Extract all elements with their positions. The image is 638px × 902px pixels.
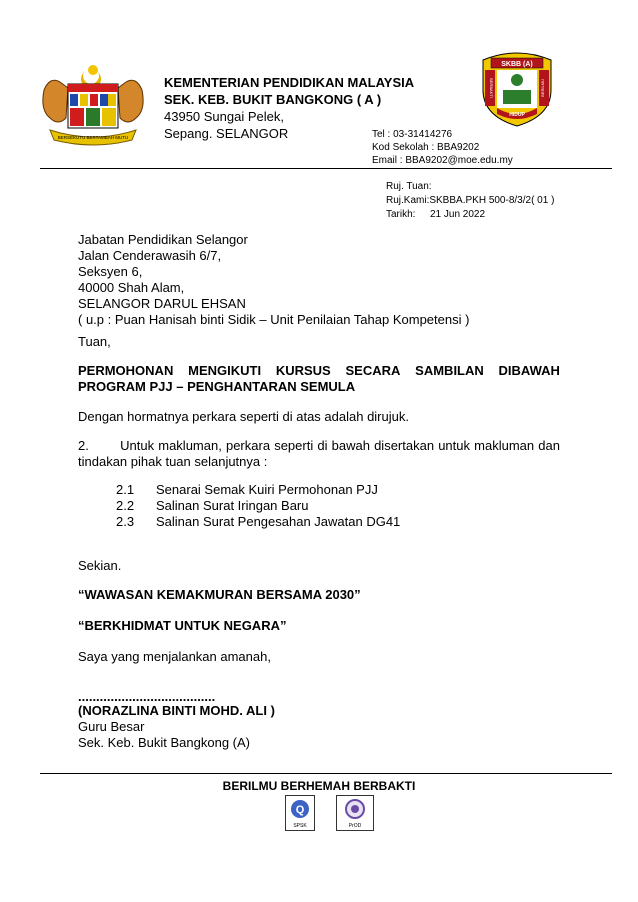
coat-of-arms-logo: [40, 62, 146, 150]
subject-word: KURSUS: [275, 363, 331, 378]
school-name: SEK. KEB. BUKIT BANGKONG ( A ): [164, 92, 382, 107]
signature-dots: ......................................: [78, 689, 216, 704]
reference-block: [386, 180, 554, 222]
paragraph-word: disertakan: [374, 438, 435, 453]
recipient-line: Seksyen 6,: [78, 264, 143, 279]
signature-block: [78, 691, 560, 751]
paragraph-word: seperti: [274, 438, 314, 453]
badge-bottom-text: HIDUP: [509, 112, 525, 118]
list-item-number: 2.2: [116, 498, 135, 513]
subject-word: PERMOHONAN: [78, 363, 174, 378]
email: Email : BBA9202@moe.edu.my: [372, 155, 513, 166]
paragraph-word: untuk: [438, 438, 471, 453]
subject-word: DIBAWAH: [498, 363, 560, 378]
paragraph-word: di: [317, 438, 328, 453]
telephone: Tel : 03-31414276: [372, 129, 453, 140]
contact-block: [372, 128, 513, 167]
svg-text:Q: Q: [295, 804, 305, 816]
paragraph-word: makluman,: [158, 438, 222, 453]
paragraph-1: Dengan hormatnya perkara seperti di atas adalah dirujuk.: [78, 409, 409, 424]
slogan-berkhidmat: “BERKHIDMAT UNTUK NEGARA”: [78, 618, 287, 633]
list-item: [116, 514, 516, 530]
subject-word: SAMBILAN: [415, 363, 484, 378]
spsk-logo: [285, 795, 315, 831]
date-row: [386, 208, 554, 222]
badge-right-text: BERILMU: [540, 79, 545, 97]
signatory-school: Sek. Keb. Bukit Bangkong (A): [78, 735, 250, 750]
recipient-line: Jabatan Pendidikan Selangor: [78, 232, 248, 247]
recipient-line: Jalan Cenderawasih 6/7,: [78, 248, 222, 263]
footer-divider: [40, 773, 612, 774]
prod-logo: [336, 795, 374, 831]
list-item: [116, 482, 516, 498]
paragraph-word: perkara: [225, 438, 271, 453]
address-line-2: Sepang. SELANGOR: [164, 126, 289, 141]
list-item: [116, 498, 516, 514]
ruj-tuan: Ruj. Tuan:: [386, 181, 432, 192]
header-divider: [40, 168, 612, 169]
list-item-number: 2.1: [116, 482, 135, 497]
paragraph-word: dan: [538, 438, 560, 453]
crest-motto-text: BERSEKUTU BERTAMBAH MUTU: [57, 135, 129, 140]
ministry-name: KEMENTERIAN PENDIDIKAN MALAYSIA: [164, 75, 415, 90]
list-item-text: Senarai Semak Kuiri Permohonan PJJ: [156, 482, 378, 497]
badge-left-text: BERBAKTI: [489, 78, 494, 98]
paragraph-2-line-1: [78, 438, 560, 454]
spsk-label: SPSK: [293, 823, 307, 829]
badge-top-text: SKBB (A): [501, 61, 533, 68]
recipient-attention-line: ( u.p : Puan Hanisah binti Sidik – Unit Penilaian Tahap Kompetensi ): [78, 312, 470, 327]
date-label: Tarikh:: [386, 209, 416, 220]
paragraph-number: 2.: [78, 438, 89, 453]
paragraph-word: Untuk: [120, 438, 155, 453]
paragraph-2-line-2: tindakan pihak tuan selanjutnya :: [78, 454, 268, 469]
school-code: Kod Sekolah : BBA9202: [372, 142, 480, 153]
footer-motto: BERILMU BERHEMAH BERBAKTI: [222, 779, 416, 793]
subject-line-2: PROGRAM PJJ – PENGHANTARAN SEMULA: [78, 379, 356, 394]
closing: Sekian.: [78, 558, 122, 573]
salutation: Tuan,: [78, 334, 111, 349]
trust-line: Saya yang menjalankan amanah,: [78, 649, 271, 664]
address-line-1: 43950 Sungai Pelek,: [164, 109, 284, 124]
paragraph-2: [78, 438, 560, 470]
slogan-wawasan: “WAWASAN KEMAKMURAN BERSAMA 2030”: [78, 587, 361, 602]
prod-label: PrOD: [348, 823, 362, 829]
subject-line-1: [78, 363, 560, 379]
list-item-text: Salinan Surat Pengesahan Jawatan DG41: [156, 514, 401, 529]
paragraph-word: makluman: [474, 438, 535, 453]
school-badge-logo: [477, 50, 557, 128]
attachment-list: [116, 482, 516, 530]
subject: [78, 363, 560, 395]
paragraph-word: bawah: [331, 438, 370, 453]
subject-word: SECARA: [345, 363, 401, 378]
list-item-number: 2.3: [116, 514, 135, 529]
list-item-text: Salinan Surat Iringan Baru: [156, 498, 309, 513]
recipient-address: [78, 232, 560, 328]
subject-word: MENGIKUTI: [188, 363, 262, 378]
date-value: 21 Jun 2022: [430, 209, 486, 220]
recipient-line: SELANGOR DARUL EHSAN: [78, 296, 246, 311]
signatory-name: (NORAZLINA BINTI MOHD. ALI ): [78, 703, 275, 718]
signatory-title: Guru Besar: [78, 719, 145, 734]
recipient-line: 40000 Shah Alam,: [78, 280, 185, 295]
ruj-kami: Ruj.Kami:SKBBA.PKH 500-8/3/2( 01 ): [386, 195, 555, 206]
